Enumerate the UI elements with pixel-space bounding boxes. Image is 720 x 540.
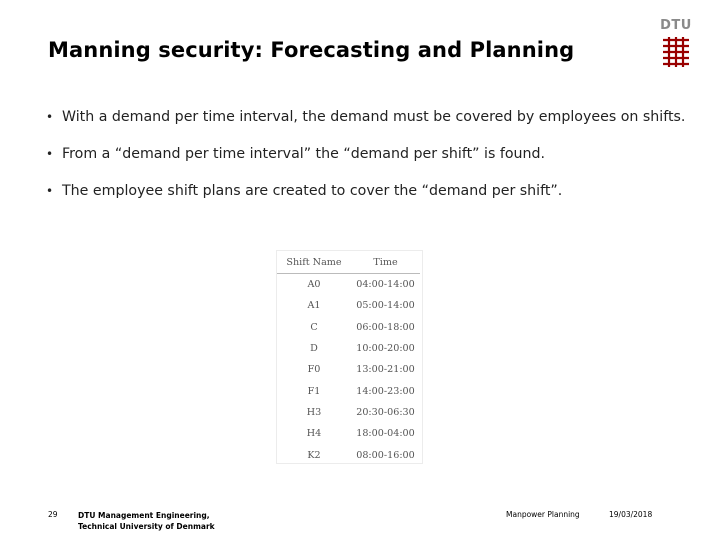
dtu-logo-text: DTU (660, 18, 692, 33)
shift-name-cell: H3 (306, 406, 322, 418)
shift-time-cell: 14:00-23:00 (356, 385, 415, 397)
bullet-item (46, 104, 686, 131)
dtu-logo-mark (660, 34, 692, 68)
bullet-item (46, 178, 686, 205)
table-row (277, 317, 420, 338)
bullet-text: The employee shift plans are created to cover the “demand per shift”. (62, 183, 563, 199)
shift-name-cell: A1 (307, 300, 321, 312)
bullet-item (46, 141, 686, 168)
shift-time-cell: 20:30-06:30 (356, 406, 415, 418)
table-header-row (277, 251, 420, 274)
table-row (277, 359, 420, 380)
table-row (277, 380, 420, 401)
shift-time-cell: 08:00-16:00 (356, 449, 415, 461)
shift-name-cell: F0 (307, 364, 321, 376)
shift-table (277, 251, 420, 466)
shift-name-cell: H4 (306, 428, 322, 440)
shift-time-cell: 04:00-14:00 (356, 279, 415, 291)
column-header-time: Time (351, 251, 420, 274)
table-row (277, 423, 420, 444)
bullet-text: From a “demand per time interval” the “demand per shift” is found. (62, 146, 546, 162)
shift-time-cell: 06:00-18:00 (356, 321, 415, 333)
column-header-shift-name: Shift Name (277, 251, 351, 274)
slide-title: Manning security: Forecasting and Planning (48, 38, 575, 62)
table-row (277, 295, 420, 316)
footer-course: Manpower Planning (506, 510, 580, 519)
shift-table-image (276, 250, 423, 464)
shift-name-cell: C (310, 321, 318, 333)
shift-name-cell: A0 (307, 279, 321, 291)
bullet-dot: • (46, 184, 54, 198)
dtu-logo (660, 18, 692, 68)
shift-time-cell: 05:00-14:00 (356, 300, 415, 312)
footer-organization (78, 510, 215, 532)
table-row (277, 402, 420, 423)
table-row (277, 444, 420, 465)
footer-date: 19/03/2018 (609, 510, 653, 519)
footer-org-line2: Technical University of Denmark (78, 522, 215, 531)
page-number: 29 (48, 510, 58, 519)
shift-time-cell: 13:00-21:00 (356, 364, 415, 376)
bullet-text: With a demand per time interval, the demand must be covered by employees on shifts. (62, 109, 686, 125)
footer-org-line1: DTU Management Engineering, (78, 511, 210, 520)
shift-name-cell: K2 (307, 449, 321, 461)
bullet-dot: • (46, 147, 54, 161)
shift-time-cell: 18:00-04:00 (356, 428, 415, 440)
bullet-list (46, 104, 686, 215)
shift-name-cell: D (310, 343, 318, 355)
table-row (277, 338, 420, 359)
shift-time-cell: 10:00-20:00 (356, 343, 415, 355)
shift-name-cell: F1 (307, 385, 321, 397)
bullet-dot: • (46, 110, 54, 124)
table-row (277, 274, 420, 296)
